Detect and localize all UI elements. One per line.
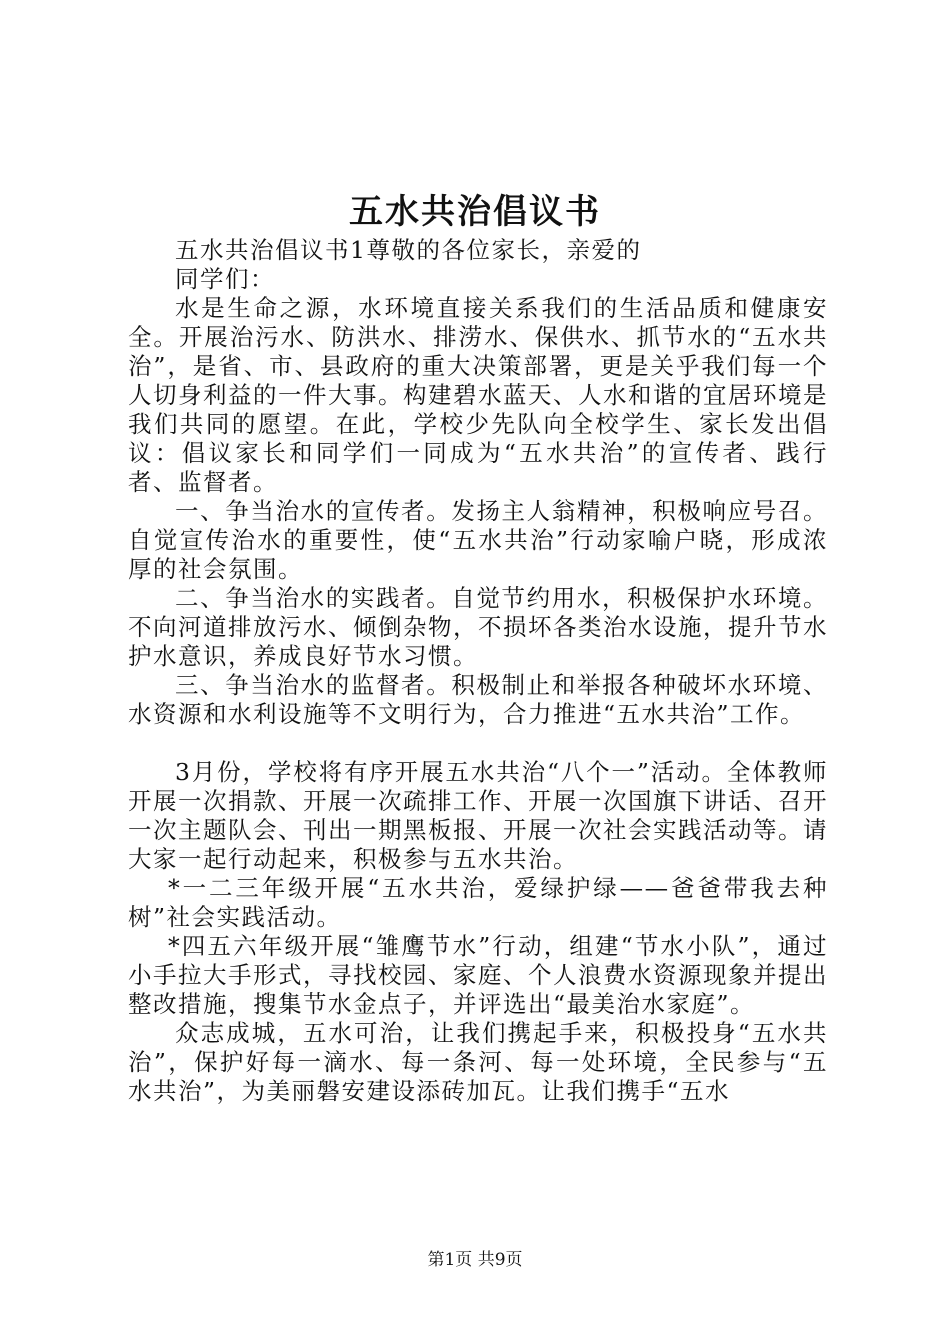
paragraph-point-2: 二、争当治水的实践者。自觉节约用水，积极保护水环境。不向河道排放污水、倾倒杂物，不损坏各类治水设施，提升节水护水意识，养成良好节水习惯。 bbox=[128, 584, 828, 670]
paragraph-closing: 众志成城，五水可治，让我们携起手来，积极投身“五水共治”，保护好每一滴水、每一条河、每一处环境，全民参与“五水共治”，为美丽磐安建设添砖加瓦。让我们携手“五水 bbox=[128, 1019, 828, 1105]
paragraph-bullet-1: *一二三年级开展“五水共治，爱绿护绿——爸爸带我去种树”社会实践活动。 bbox=[128, 874, 828, 931]
paragraph-point-1: 一、争当治水的宣传者。发扬主人翁精神，积极响应号召。自觉宣传治水的重要性，使“五水共治”行动家喻户晓，形成浓厚的社会氛围。 bbox=[128, 497, 828, 583]
paragraph-salutation: 同学们： bbox=[175, 265, 275, 293]
paragraph-activities: 3月份，学校将有序开展五水共治“八个一”活动。全体教师开展一次捐款、开展一次疏排工作、开展一次国旗下讲话、召开一次主题队会、刊出一期黑板报、开展一次社会实践活动等。请大家一起行动起来，积极参与五水共治。 bbox=[128, 758, 828, 873]
page-indicator: 第1页 共9页 bbox=[427, 1250, 523, 1270]
paragraph-point-3: 三、争当治水的监督者。积极制止和举报各种破坏水环境、水资源和水利设施等不文明行为，合力推进“五水共治”工作。 bbox=[128, 671, 828, 728]
paragraph-opening: 五水共治倡议书1尊敬的各位家长，亲爱的 bbox=[175, 236, 642, 264]
document-title: 五水共治倡议书 bbox=[349, 192, 601, 232]
paragraph-bullet-2: *四五六年级开展“雏鹰节水”行动，组建“节水小队”，通过小手拉大手形式，寻找校园、家庭、个人浪费水资源现象并提出整改措施，搜集节水金点子，并评选出“最美治水家庭”。 bbox=[128, 932, 828, 1018]
paragraph-intro: 水是生命之源，水环境直接关系我们的生活品质和健康安全。开展治污水、防洪水、排涝水、保供水、抓节水的“五水共治”，是省、市、县政府的重大决策部署，更是关乎我们每一个人切身利益的一件大事。构建碧水蓝天、人水和谐的宜居环境是我们共同的愿望。在此，学校少先队向全校学生、家长发出倡议：倡议家长和同学们一同成为“五水共治”的宣传者、践行者、监督者。 bbox=[128, 294, 828, 496]
document-body bbox=[128, 236, 828, 1106]
